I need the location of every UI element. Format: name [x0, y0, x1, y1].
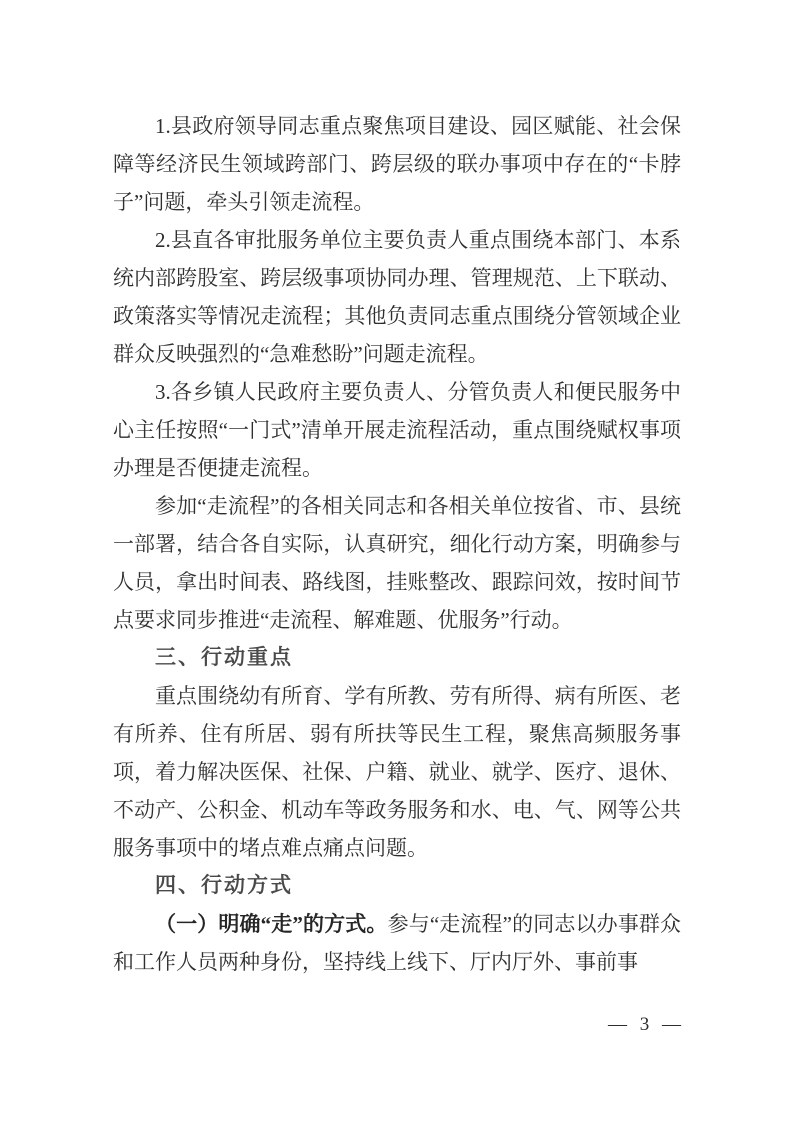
- paragraph-item-1: 1.县政府领导同志重点聚焦项目建设、园区赋能、社会保障等经济民生领域跨部门、跨层级的联办事项中存在的“卡脖子”问题，牵头引领走流程。: [113, 114, 681, 214]
- section-heading-action-focus: 三、行动重点: [155, 646, 293, 669]
- page-number: — 3 —: [608, 1014, 685, 1035]
- paragraph-action-focus: 重点围绕幼有所育、学有所教、劳有所得、病有所医、老有所养、住有所居、弱有所扶等民生工程，聚焦高频服务事项，着力解决医保、社保、户籍、就业、就学、医疗、退休、不动产、公积金、机动车等政务服务和水、电、气、网等公共服务事项中的堵点难点痛点问题。: [113, 684, 681, 860]
- paragraph-action-method: [113, 905, 681, 981]
- document-body: [113, 107, 681, 981]
- paragraph-action-method-text: 参与“走流程”的同志以办事群众和工作人员两种身份，坚持线上线下、厅内厅外、事前事: [113, 912, 682, 974]
- paragraph-action-method-lead: （一）明确“走”的方式。: [155, 912, 388, 936]
- paragraph-item-2: 2.县直各审批服务单位主要负责人重点围绕本部门、本系统内部跨股室、跨层级事项协同办理、管理规范、上下联动、政策落实等情况走流程；其他负责同志重点围绕分管领域企业群众反映强烈的“急难愁盼”问题走流程。: [113, 228, 681, 366]
- paragraph-item-3: 3.各乡镇人民政府主要负责人、分管负责人和便民服务中心主任按照“一门式”清单开展走流程活动，重点围绕赋权事项办理是否便捷走流程。: [113, 380, 681, 480]
- section-heading-action-method: 四、行动方式: [155, 874, 293, 897]
- paragraph-deployment: 参加“走流程”的各相关同志和各相关单位按省、市、县统一部署，结合各自实际，认真研究，细化行动方案，明确参与人员，拿出时间表、路线图，挂账整改、跟踪问效，按时间节点要求同步推进“走流程、解难题、优服务”行动。: [113, 494, 681, 632]
